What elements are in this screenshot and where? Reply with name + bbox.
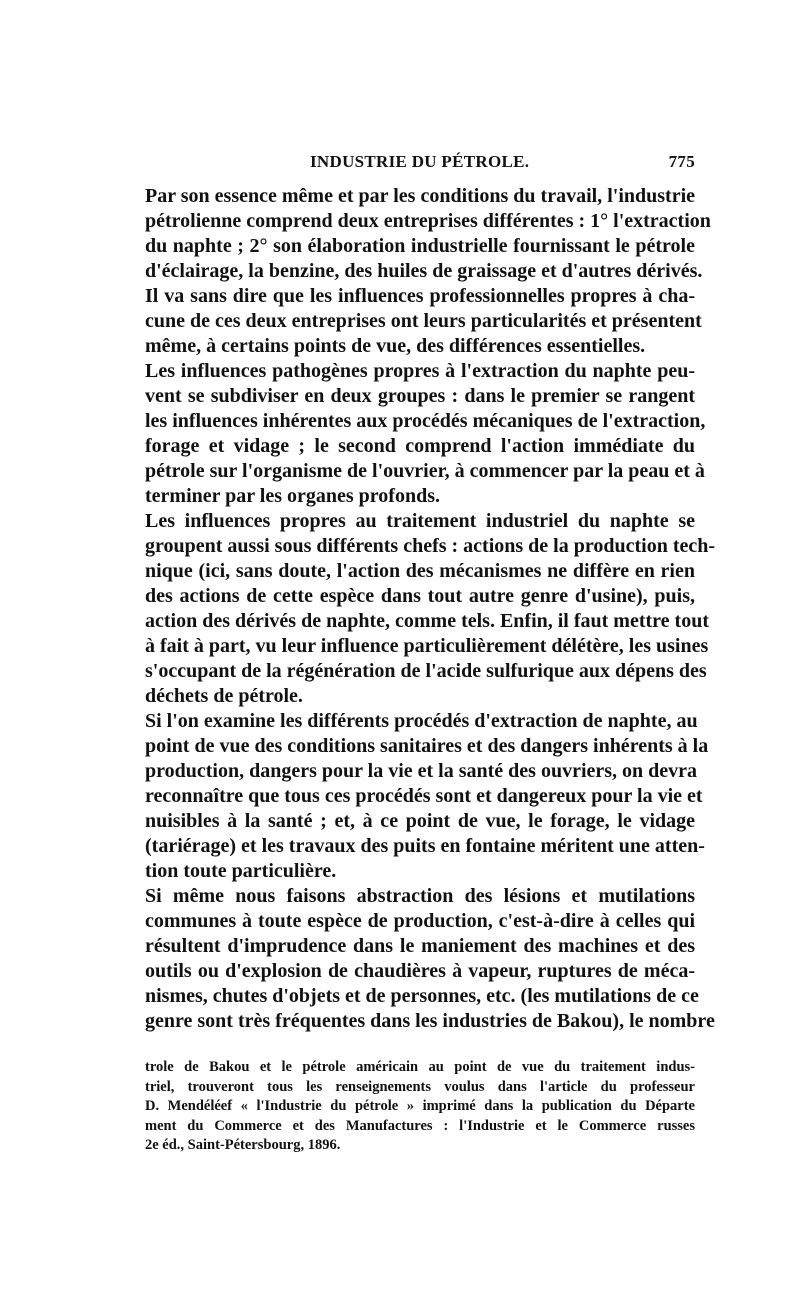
footnote-line: D. Mendéléef « l'Industrie du pétrole » imprimé dans la publication du Départe [145,1098,695,1114]
text-line: nismes, chutes d'objets et de personnes, etc. (les mutilations de ce [145,985,699,1007]
text-line: forage et vidage ; le second comprend l'action immédiate du [145,435,695,457]
text-line: point de vue des conditions sanitaires et des dangers inhérents à la [145,735,709,757]
paragraph-4 [145,509,716,709]
text-line: des actions de cette espèce dans tout autre genre d'usine), puis, [145,585,695,607]
text-line: reconnaître que tous ces procédés sont et dangereux pour la vie et [145,785,703,807]
footnote-line: 2e éd., Saint-Pétersbourg, 1896. [145,1137,341,1153]
text-line: pétrolienne comprend deux entreprises différentes : 1° l'extraction [145,210,711,232]
page-number: 775 [668,152,695,171]
text-line: (tariérage) et les travaux des puits en fontaine méritent une atten- [145,835,705,857]
text-line: groupent aussi sous différents chefs : actions de la production tech- [145,535,716,557]
paragraph-2 [145,284,702,359]
paragraph-6 [145,884,715,1034]
text-line: genre sont très fréquentes dans les industries de Bakou), le nombre [145,1010,715,1032]
text-line: terminer par les organes profonds. [145,485,440,507]
text-line: déchets de pétrole. [145,685,303,707]
text-line: communes à toute espèce de production, c'est-à-dire à celles qui [145,910,695,932]
text-line: outils ou d'explosion de chaudières à vapeur, ruptures de méca- [145,960,695,982]
text-line: Les influences propres au traitement industriel du naphte se [145,510,695,532]
text-line: à fait à part, vu leur influence particulièrement délétère, les usines [145,635,709,657]
paragraph-5 [145,709,709,884]
text-line: cune de ces deux entreprises ont leurs particularités et présentent [145,310,702,332]
body-text [145,184,716,1034]
text-line: d'éclairage, la benzine, des huiles de graissage et d'autres dérivés. [145,260,703,282]
text-line: vent se subdiviser en deux groupes : dans le premier se rangent [145,385,695,407]
footnote-line: ment du Commerce et des Manufactures : l'Industrie et le Commerce russes [145,1117,695,1134]
text-line: production, dangers pour la vie et la santé des ouvriers, on devra [145,760,698,782]
text-line: même, à certains points de vue, des différences essentielles. [145,335,646,357]
text-line: Il va sans dire que les influences professionnelles propres à cha- [145,285,695,307]
text-line: action des dérivés de naphte, comme tels. Enfin, il faut mettre tout [145,610,710,632]
footnote-line: triel, trouveront tous les renseignements voulus dans l'article du professeur [145,1078,695,1095]
text-line: s'occupant de la régénération de l'acide sulfurique aux dépens des [145,660,707,682]
footnote-line: trole de Bakou et le pétrole américain au point de vue du traitement indus- [145,1059,695,1075]
text-line: tion toute particulière. [145,860,337,882]
text-line: Si l'on examine les différents procédés d'extraction de naphte, au [145,710,698,732]
text-line: Les influences pathogènes propres à l'extraction du naphte peu- [145,360,695,382]
footnote [145,1058,695,1156]
running-title: INDUSTRIE DU PÉTROLE. [310,152,530,171]
text-line: Par son essence même et par les conditions du travail, l'industrie [145,185,695,207]
paragraph-3 [145,359,706,509]
text-line: nique (ici, sans doute, l'action des mécanismes ne diffère en rien [145,560,695,582]
text-line: pétrole sur l'organisme de l'ouvrier, à commencer par la peau et à [145,460,705,482]
paragraph-1 [145,184,711,284]
text-line: les influences inhérentes aux procédés mécaniques de l'extraction, [145,410,706,432]
text-line: résultent d'imprudence dans le maniement des machines et des [145,935,695,957]
text-line: Si même nous faisons abstraction des lésions et mutilations [145,885,695,907]
text-line: du naphte ; 2° son élaboration industrielle fournissant le pétrole [145,235,695,257]
text-line: nuisibles à la santé ; et, à ce point de vue, le forage, le vidage [145,810,695,832]
